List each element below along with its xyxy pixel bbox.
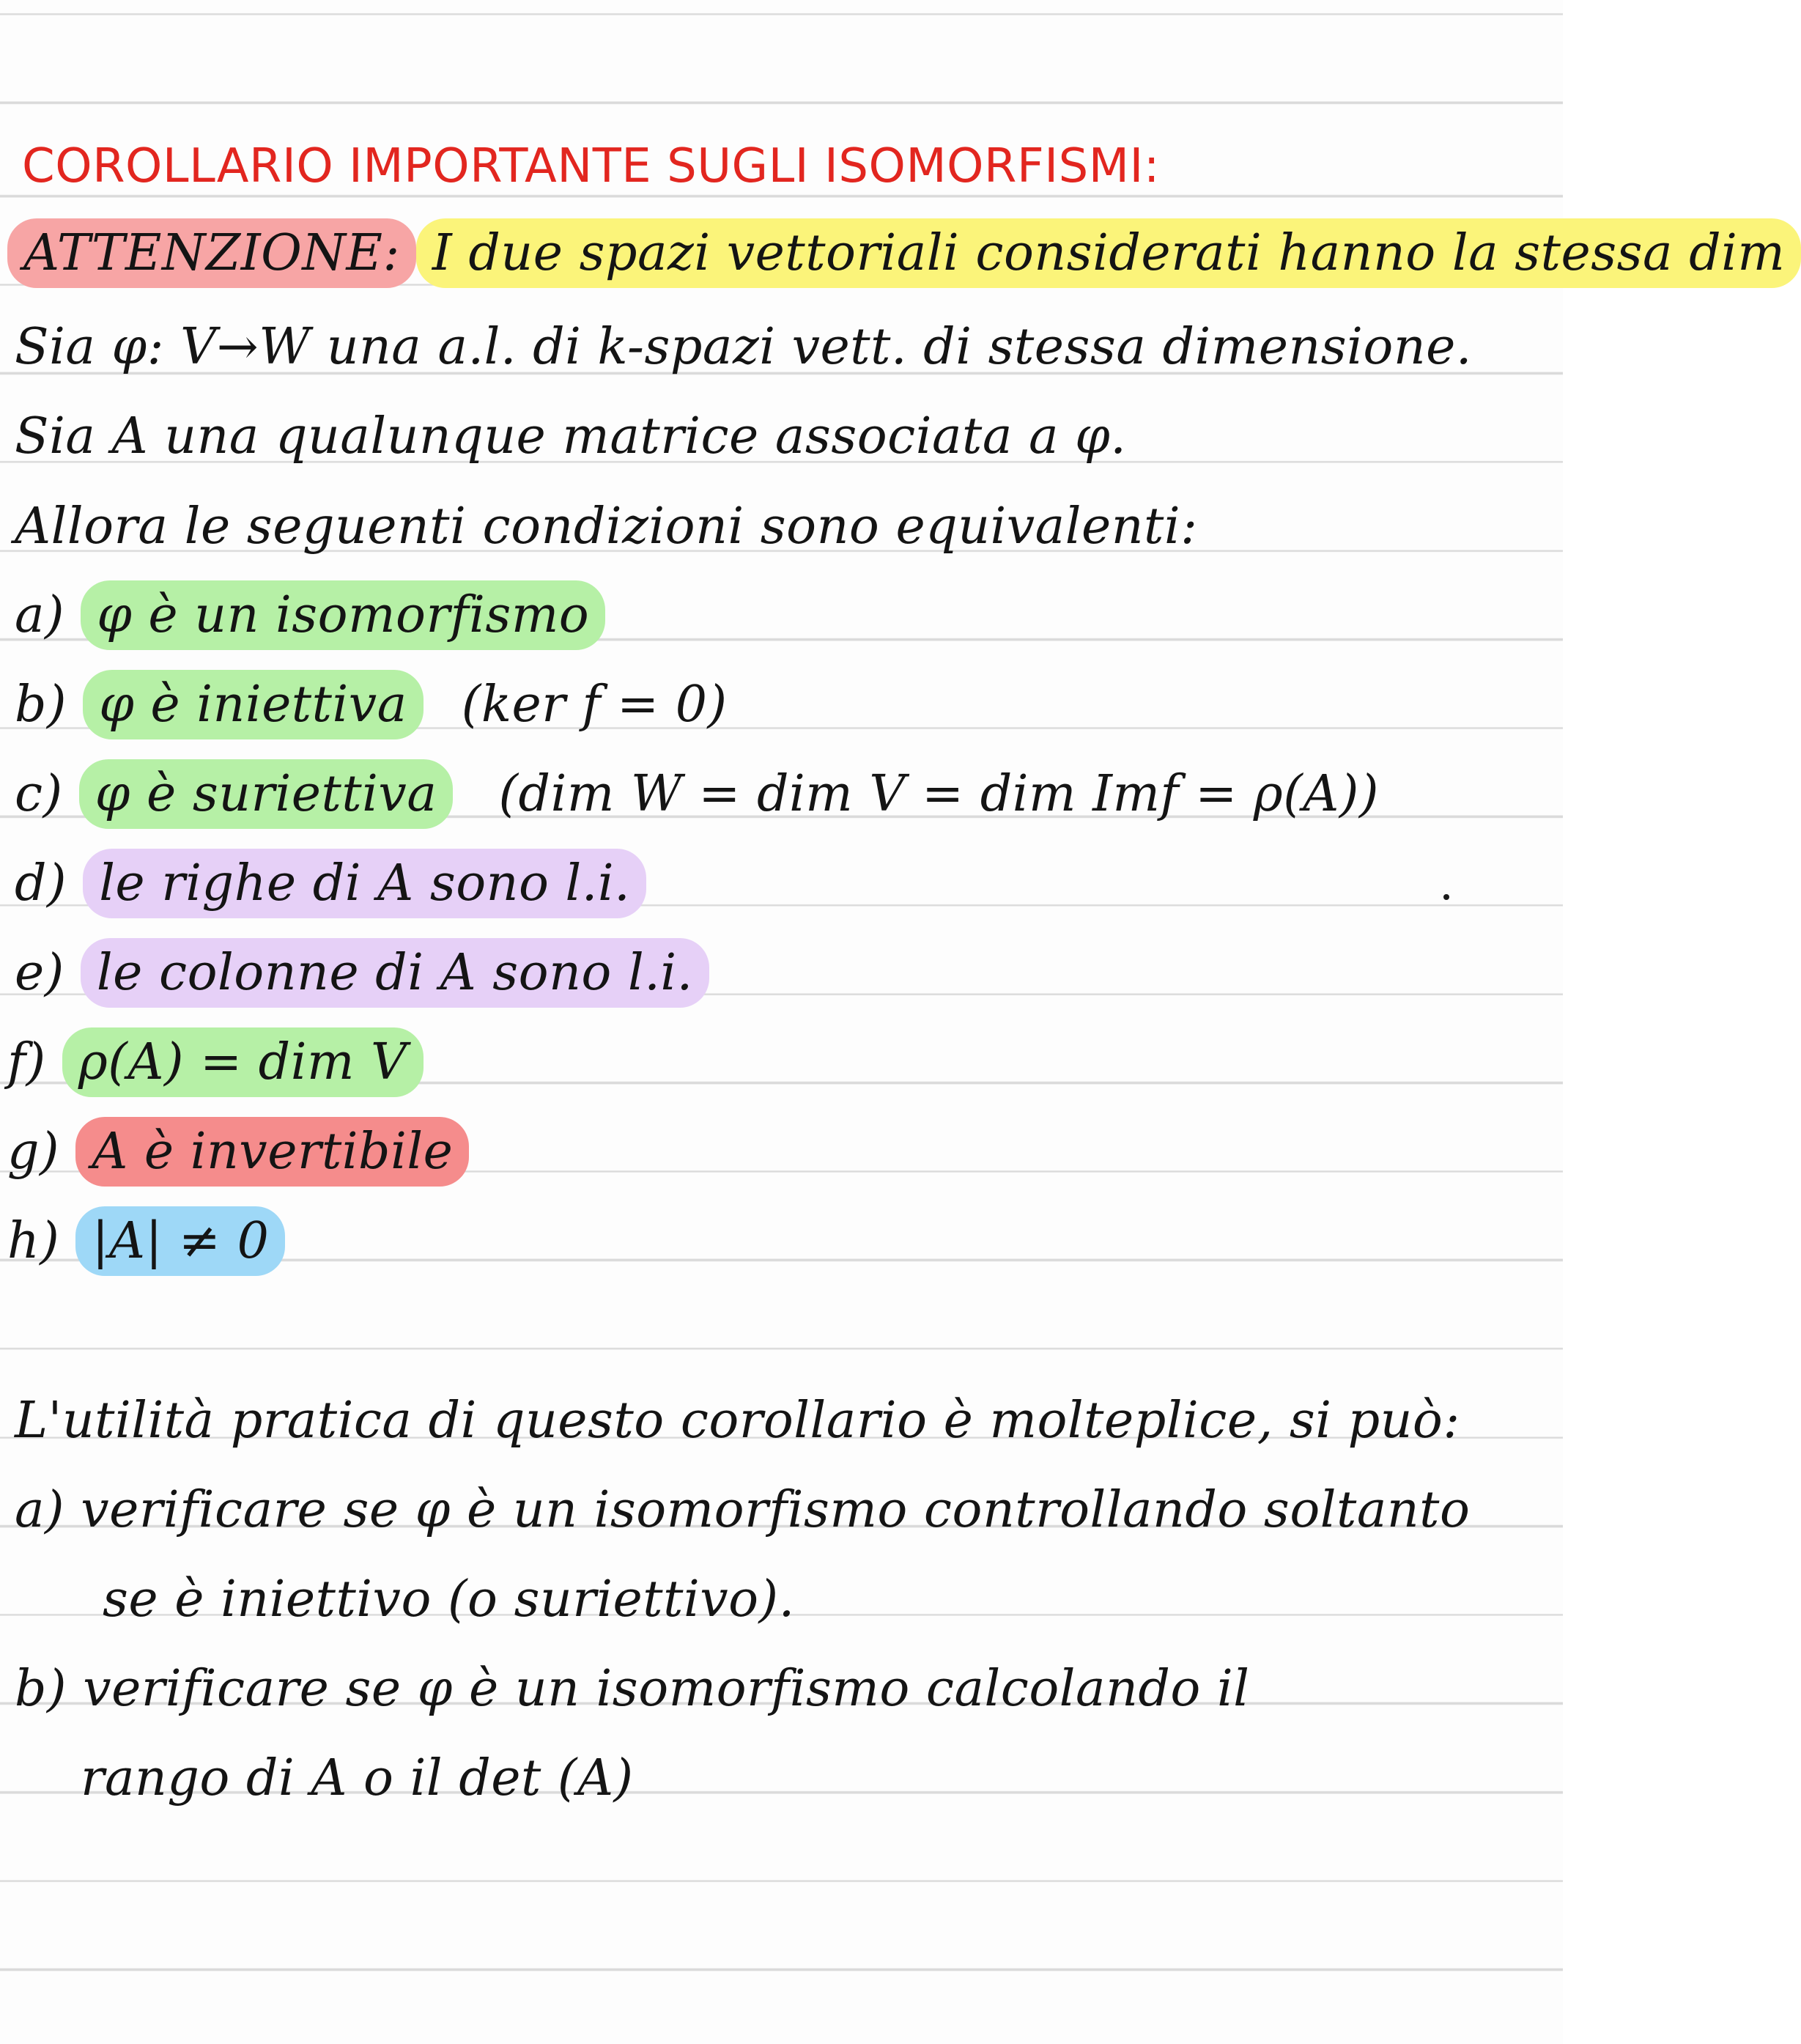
utility-marker: b) xyxy=(15,1660,67,1718)
condition-e xyxy=(15,944,709,1002)
condition-text: le righe di A sono l.i. xyxy=(83,849,646,918)
statement-line-2: Sia A una qualunque matrice associata a φ. xyxy=(15,407,1127,465)
condition-marker: f) xyxy=(7,1033,46,1091)
utility-marker: a) xyxy=(15,1481,65,1539)
condition-text: φ è suriettiva xyxy=(79,759,454,829)
condition-marker: d) xyxy=(15,855,67,912)
condition-text: φ è un isomorfismo xyxy=(81,580,605,650)
utility-intro: L'utilità pratica di questo corollario è molteplice, si può: xyxy=(15,1392,1460,1450)
condition-marker: a) xyxy=(15,586,65,644)
utility-text: verificare se φ è un isomorfismo calcolando il xyxy=(83,1660,1250,1718)
condition-marker: h) xyxy=(7,1212,60,1270)
utility-item-a xyxy=(15,1481,1471,1539)
stray-dot xyxy=(1443,894,1449,900)
attention-text: I due spazi vettoriali considerati hanno la stessa dim xyxy=(416,218,1801,288)
statement-line-3: Allora le seguenti condizioni sono equivalenti: xyxy=(15,498,1198,556)
condition-marker: e) xyxy=(15,944,64,1002)
statement-line-1: Sia φ: V→W una a.l. di k-spazi vett. di stessa dimensione. xyxy=(15,318,1473,376)
condition-b xyxy=(15,676,728,734)
condition-a xyxy=(15,586,605,644)
condition-text: le colonne di A sono l.i. xyxy=(81,938,709,1008)
attention-label: ATTENZIONE: xyxy=(7,218,416,288)
utility-item-a-continued: se è iniettivo (o suriettivo). xyxy=(103,1571,795,1628)
condition-text: φ è iniettiva xyxy=(83,670,423,739)
condition-text: |A| ≠ 0 xyxy=(75,1206,285,1276)
title-text: COROLLARIO IMPORTANTE SUGLI ISOMORFISMI: xyxy=(22,139,1160,193)
condition-f xyxy=(7,1033,424,1091)
page-title xyxy=(22,139,1160,193)
condition-g xyxy=(7,1123,469,1181)
condition-text: ρ(A) = dim V xyxy=(62,1027,424,1097)
condition-note: (ker f = 0) xyxy=(461,676,728,734)
utility-text: verificare se φ è un isomorfismo controllando soltanto xyxy=(81,1481,1471,1539)
condition-c xyxy=(15,765,1379,823)
condition-marker: b) xyxy=(15,676,67,734)
attention-note xyxy=(7,224,1801,282)
condition-note: (dim W = dim V = dim Imf = ρ(A)) xyxy=(498,765,1379,823)
utility-item-b xyxy=(15,1660,1250,1718)
condition-text: A è invertibile xyxy=(75,1117,469,1187)
utility-item-b-continued: rango di A o il det (A) xyxy=(81,1749,634,1807)
condition-marker: g) xyxy=(7,1123,60,1181)
condition-marker: c) xyxy=(15,765,63,823)
condition-d xyxy=(15,855,646,912)
condition-h xyxy=(7,1212,285,1270)
